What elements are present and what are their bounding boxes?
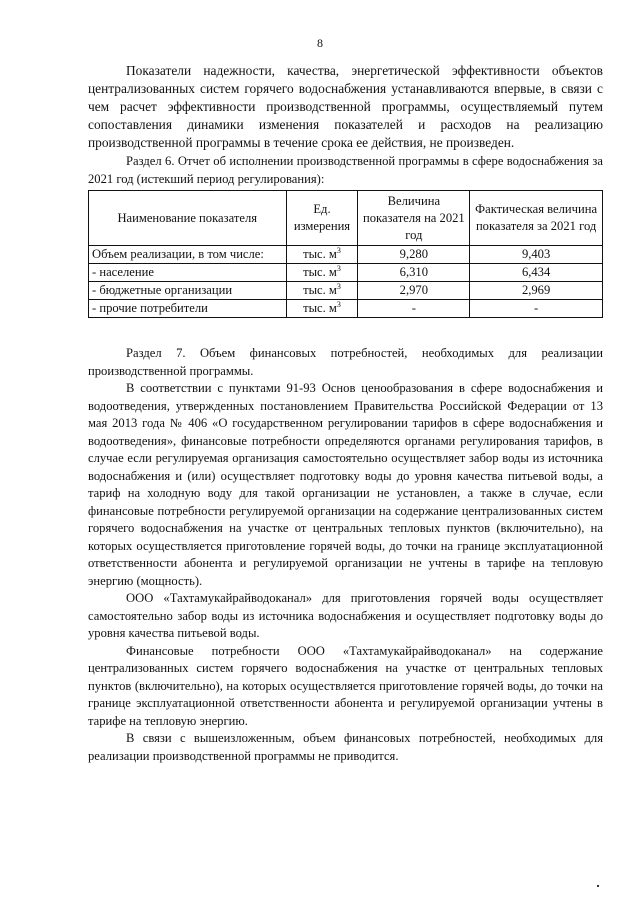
report-table (88, 190, 603, 318)
paragraph-water-intake: ООО «Тахтамукайрайводоканал» для приготовления горячей воды осуществляет самостоятельно забор воды из источника водоснабжения и осуществляет подготовку воды до уровня качества питьевой воды. (88, 591, 603, 640)
paragraph-conclusion: В связи с вышеизложенным, объем финансовых потребностей, необходимых для реализации производственной программы не приводится. (88, 731, 603, 763)
table-header-row (89, 191, 603, 246)
table-row (89, 264, 603, 282)
header-planned-value: Величина показателя на 2021 год (358, 191, 470, 246)
table-row (89, 282, 603, 300)
paragraph-financial-needs: Финансовые потребности ООО «Тахтамукайрайводоканал» на содержание централизованных систем горячего водоснабжения на участке от центральных тепловых пунктов (включительно), на которых осуществляется приготовление горячей воды, до точки на границе эксплуатационной ответственности абонента и регулируемой организации учтены в тарифе на тепловую энергию. (88, 643, 603, 728)
header-indicator-name: Наименование показателя (89, 191, 287, 246)
section-7-heading: Раздел 7. Объем финансовых потребностей, необходимых для реализации производственной программы. (88, 346, 603, 378)
header-actual-value: Фактическая величина показателя за 2021 год (470, 191, 603, 246)
row-name: - население (89, 264, 287, 282)
row-planned: 2,970 (358, 282, 470, 300)
page-number: 8 (317, 36, 323, 50)
table-row (89, 246, 603, 264)
scan-speck (597, 885, 599, 887)
row-actual: 6,434 (470, 264, 603, 282)
row-planned: 9,280 (358, 246, 470, 264)
row-actual: 9,403 (470, 246, 603, 264)
row-planned: 6,310 (358, 264, 470, 282)
row-actual: - (470, 300, 603, 318)
header-unit: Ед. измерения (286, 191, 358, 246)
row-unit: тыс. $м^3$ (286, 282, 358, 300)
table-row (89, 300, 603, 318)
row-unit: тыс. $м^3$ (286, 246, 358, 264)
row-planned: - (358, 300, 470, 318)
row-name: - прочие потребители (89, 300, 287, 318)
section-6-heading: Раздел 6. Отчет об исполнении производственной программы в сфере водоснабжения за 2021 год (истекший период регулирования): (88, 154, 603, 186)
document-body (88, 62, 603, 765)
row-unit: тыс. $м^3$ (286, 264, 358, 282)
row-name: Объем реализации, в том числе: (89, 246, 287, 264)
paragraph-pricing-basis: В соответствии с пунктами 91-93 Основ ценообразования в сфере водоснабжения и водоотведения, утвержденных постановлением Правительства Российской Федерации от 13 мая 2013 года № 406 «О государственном регулировании тарифов в сфере водоснабжения и водоотведения», финансовые потребности определяются органами регулирования тарифов, в случае если регулируемая организация самостоятельно осуществляет забор воды из источника водоснабжения и (или) осуществляет подготовку воды до уровня качества питьевой воды, а тариф на холодную воду для такой организации не установлен, а также в случае, если финансовые потребности регулируемой организации на содержание централизованных систем горячего водоснабжения на участке от центральных тепловых пунктов (включительно), на которых осуществляется приготовление горячей воды, до точки на границе эксплуатационной ответственности абонента и регулируемой организации не учтены в тарифе на тепловую энергию (мощность). (88, 381, 603, 588)
paragraph-reliability: Показатели надежности, качества, энергетической эффективности объектов централизованных систем горячего водоснабжения устанавливаются впервые, в связи с чем расчет эффективности производственной программы, осуществляемый путем сопоставления динамики изменения показателей и расходов на реализацию производственной программы в течение срока ее действия, не произведен. (88, 63, 603, 150)
row-unit: тыс. $м^3$ (286, 300, 358, 318)
row-name: - бюджетные организации (89, 282, 287, 300)
row-actual: 2,969 (470, 282, 603, 300)
